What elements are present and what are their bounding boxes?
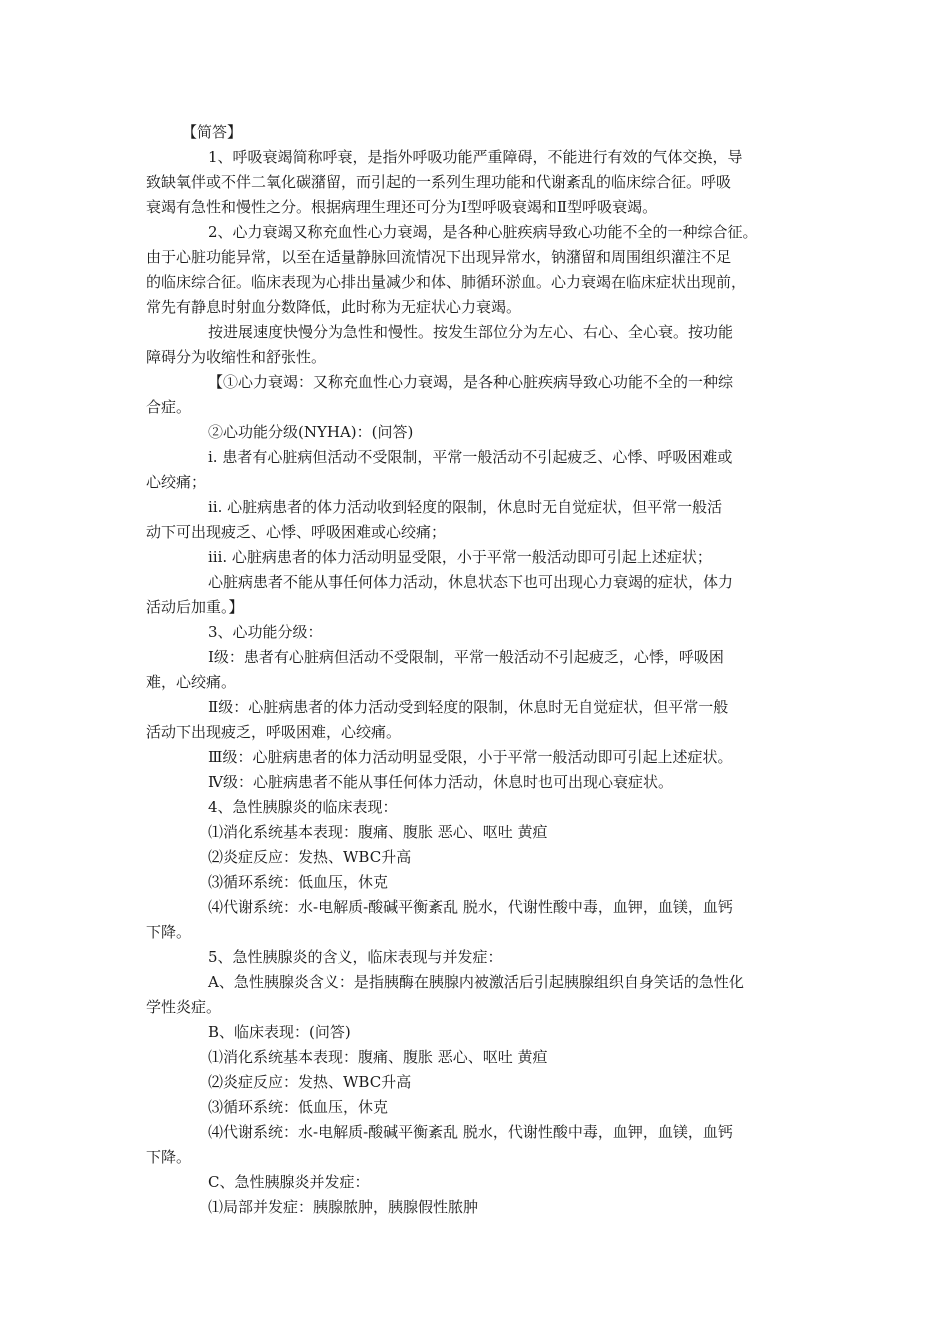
text-line: 难，心绞痛。 xyxy=(146,673,237,691)
text-line: 4、急性胰腺炎的临床表现： xyxy=(208,798,398,816)
text-line: ⑷代谢系统：水-电解质-酸碱平衡紊乱 脱水，代谢性酸中毒，血钾，血镁，血钙 xyxy=(208,898,733,916)
text-line: B、临床表现：(问答) xyxy=(208,1023,351,1041)
text-line: ⑴消化系统基本表现：腹痛、腹胀 恶心、呕吐 黄疸 xyxy=(208,1048,548,1066)
text-line: 【①心力衰竭：又称充血性心力衰竭，是各种心脏疾病导致心功能不全的一种综 xyxy=(208,373,734,391)
text-line: ⑴局部并发症：胰腺脓肿，胰腺假性脓肿 xyxy=(208,1198,479,1216)
text-line: 3、心功能分级： xyxy=(208,623,323,641)
text-line: Ⅳ级：心脏病患者不能从事任何体力活动，休息时也可出现心衰症状。 xyxy=(208,773,673,791)
text-line: 心脏病患者不能从事任何体力活动，休息状态下也可出现心力衰竭的症状，体力 xyxy=(208,573,734,591)
text-line: ⑵炎症反应：发热、WBC升高 xyxy=(208,848,412,866)
text-line: Ⅱ级：心脏病患者的体力活动受到轻度的限制，休息时无自觉症状，但平常一般 xyxy=(208,698,729,716)
text-line: ⅰ. 患者有心脏病但活动不受限制，平常一般活动不引起疲乏、心悸、呼吸困难或 xyxy=(208,448,733,466)
text-line: A、急性胰腺炎含义：是指胰酶在胰腺内被激活后引起胰腺组织自身笑话的急性化 xyxy=(208,973,744,991)
text-line: 下降。 xyxy=(146,1148,192,1166)
text-line: 动下可出现疲乏、心悸、呼吸困难或心绞痛； xyxy=(146,523,447,541)
text-line: Ⅰ级：患者有心脏病但活动不受限制，平常一般活动不引起疲乏，心悸，呼吸困 xyxy=(208,648,724,666)
text-line: 下降。 xyxy=(146,923,192,941)
text-line: C、急性胰腺炎并发症： xyxy=(208,1173,370,1191)
text-line: 由于心脏功能异常，以至在适量静脉回流情况下出现异常水，钠潴留和周围组织灌注不足 xyxy=(146,248,732,266)
text-line: 【简答】 xyxy=(182,123,243,141)
text-line: ②心功能分级(NYHA)：(问答) xyxy=(208,423,414,441)
text-line: ⅱ. 心脏病患者的体力活动收到轻度的限制，休息时无自觉症状，但平常一般活 xyxy=(208,498,723,516)
text-line: ⑴消化系统基本表现：腹痛、腹胀 恶心、呕吐 黄疸 xyxy=(208,823,548,841)
text-line: ⑶循环系统：低血压，休克 xyxy=(208,1098,389,1116)
text-line: ⑷代谢系统：水-电解质-酸碱平衡紊乱 脱水，代谢性酸中毒，血钾，血镁，血钙 xyxy=(208,1123,733,1141)
text-line: 学性炎症。 xyxy=(146,998,222,1016)
text-line: 合症。 xyxy=(146,398,192,416)
text-line: 活动后加重。】 xyxy=(146,598,244,616)
text-line: 心绞痛； xyxy=(146,473,207,491)
text-line: Ⅲ级：心脏病患者的体力活动明显受限，小于平常一般活动即可引起上述症状。 xyxy=(208,748,733,766)
text-line: 2、心力衰竭又称充血性心力衰竭，是各种心脏疾病导致心功能不全的一种综合征。 xyxy=(208,223,758,241)
text-line: ⑵炎症反应：发热、WBC升高 xyxy=(208,1073,412,1091)
text-line: 常先有静息时射血分数降低，此时称为无症状心力衰竭。 xyxy=(146,298,522,316)
text-line: 5、急性胰腺炎的含义，临床表现与并发症： xyxy=(208,948,503,966)
text-line: 的临床综合征。临床表现为心排出量减少和体、肺循环淤血。心力衰竭在临床症状出现前， xyxy=(146,273,747,291)
document-body xyxy=(146,120,810,1220)
text-line: 1、呼吸衰竭简称呼衰，是指外呼吸功能严重障碍，不能进行有效的气体交换，导 xyxy=(208,148,743,166)
text-line: ⅲ. 心脏病患者的体力活动明显受限，小于平常一般活动即可引起上述症状； xyxy=(208,548,712,566)
text-line: 障碍分为收缩性和舒张性。 xyxy=(146,348,327,366)
text-line: 衰竭有急性和慢性之分。根据病理生理还可分为Ⅰ型呼吸衰竭和Ⅱ型呼吸衰竭。 xyxy=(146,198,658,216)
text-line: 按进展速度快慢分为急性和慢性。按发生部位分为左心、右心、全心衰。按功能 xyxy=(208,323,734,341)
text-line: ⑶循环系统：低血压，休克 xyxy=(208,873,389,891)
text-line: 致缺氧伴或不伴二氧化碳潴留，而引起的一系列生理功能和代谢紊乱的临床综合征。呼吸 xyxy=(146,173,732,191)
text-line: 活动下出现疲乏，呼吸困难，心绞痛。 xyxy=(146,723,402,741)
